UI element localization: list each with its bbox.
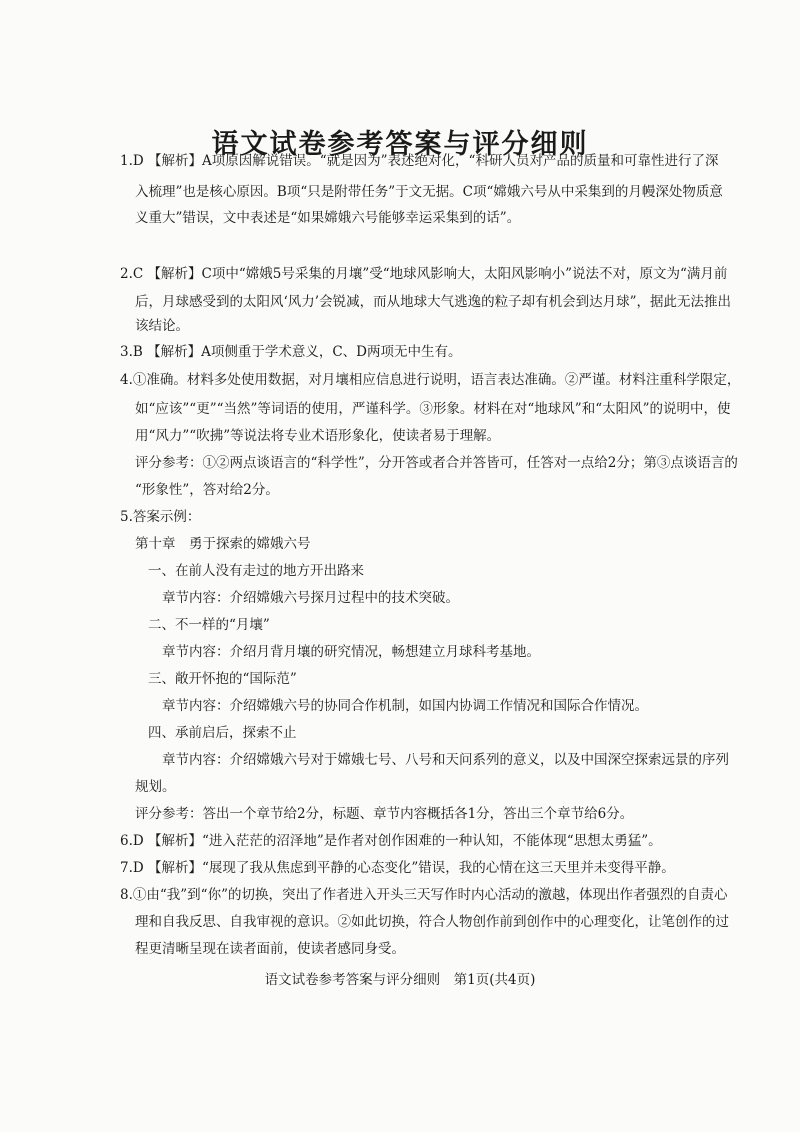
section-content: 规划。 [135,779,176,795]
section-content: 章节内容：介绍嫦娥六号探月过程中的技术突破。 [162,590,459,606]
section-heading: 二、不一样的“月壤” [148,617,270,633]
answer-line: 7.D 【解析】“展现了我从焦虑到平静的心态变化”错误，我的心情在这三天里并未变得平静。 [120,860,675,876]
answer-line: 用“风力”“吹拂”等说法将专业术语形象化，使读者易于理解。 [135,428,501,444]
answer-line: 5.答案示例： [120,509,201,525]
answer-line: 4.①准确。材料多处使用数据，对月壤相应信息进行说明，语言表达准确。②严谨。材料注重科学限定， [120,372,741,388]
answer-line: 程更清晰呈现在读者面前，使读者感同身受。 [135,941,405,957]
scoring-note: 评分参考：答出一个章节给2分，标题、章节内容概括各1分，答出三个章节给6分。 [135,806,634,822]
answer-line: 1.D 【解析】A项原因解说错误。“就是因为”表述绝对化，“科研人员对产品的质量和可靠性进行了深 [120,153,719,169]
page-footer: 语文试卷参考答案与评分细则 第1页(共4页) [264,972,536,988]
section-heading: 一、在前人没有走过的地方开出路来 [148,563,364,579]
answer-line: 理和自我反思、自我审视的意识。②如此切换，符合人物创作前到创作中的心理变化，让笔创作的过 [135,914,729,930]
answer-line: 3.B 【解析】A项侧重于学术意义，C、D两项无中生有。 [120,344,462,360]
answer-line: 2.C 【解析】C项中“嫦娥5号采集的月壤”受“地球风影响大，太阳风影响小”说法不对，原文为“满月前 [120,266,728,282]
section-content: 章节内容：介绍嫦娥六号的协同合作机制，如国内协调工作情况和国际合作情况。 [162,698,648,714]
answer-line: 该结论。 [135,318,189,334]
chapter-title: 第十章 勇于探索的嫦娥六号 [135,536,311,552]
answer-line: 义重大”错误，文中表述是“如果嫦娥六号能够幸运采集到的话”。 [135,210,521,226]
scoring-note: “形象性”，答对给2分。 [135,482,279,498]
answer-line: 入梳理”也是核心原因。B项“只是附带任务”于文无据。C项“嫦娥六号从中采集到的月幔深处物质意 [135,184,723,200]
answer-line: 8.①由“我”到“你”的切换，突出了作者进入开头三天写作时内心活动的激越，体现出作者强烈的自责心 [120,887,728,903]
answer-line: 6.D 【解析】“进入茫茫的沼泽地”是作者对创作困难的一种认知，不能体现“思想太勇猛”。 [120,833,662,849]
section-content: 章节内容：介绍月背月壤的研究情况，畅想建立月球科考基地。 [162,644,540,660]
scoring-note: 评分参考：①②两点谈语言的“科学性”，分开答或者合并答皆可，任答对一点给2分；第③点谈语言的 [135,455,738,471]
answer-line: 如“应该”“更”“当然”等词语的使用，严谨科学。③形象。材料在对“地球风”和“太阳风”的说明中，使 [135,401,731,417]
answer-line: 后，月球感受到的太阳风‘风力’会锐减，而从地球大气逃逸的粒子却有机会到达月球”，据此无法推出 [135,294,731,310]
section-content: 章节内容：介绍嫦娥六号对于嫦娥七号、八号和天问系列的意义，以及中国深空探索远景的序列 [162,752,729,768]
section-heading: 四、承前启后，探索不止 [148,725,297,741]
page-title: 语文试卷参考答案与评分细则 [211,129,589,160]
section-heading: 三、敞开怀抱的“国际范” [148,671,297,687]
